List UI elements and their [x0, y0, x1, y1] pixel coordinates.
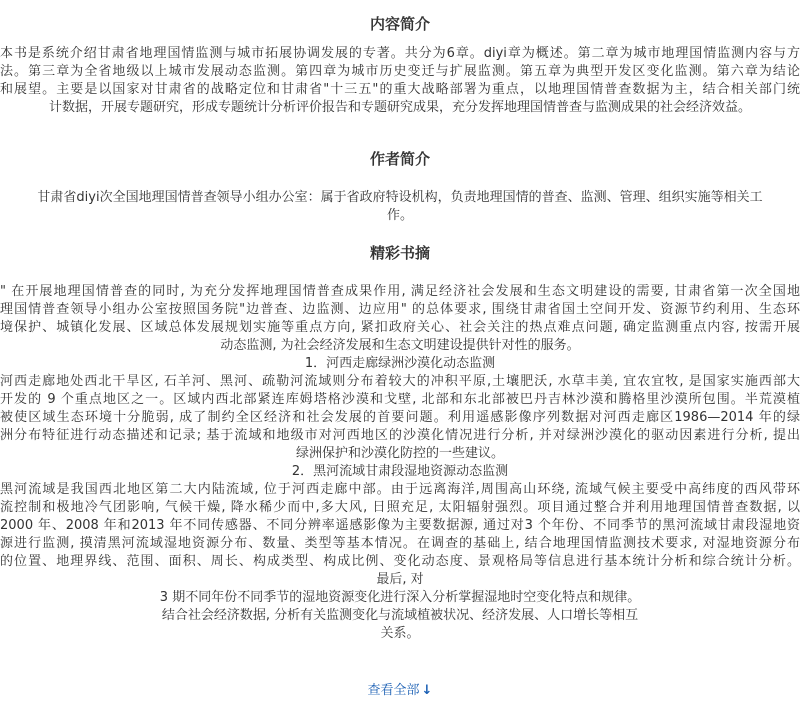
intro-line: 本书是系统介绍甘肃省地理国情监测与城市拓展协调发展的专著。共分为6章。diyi章为概述。第二章为城市地理国情监测内容与方 [0, 46, 800, 61]
view-all-link[interactable] [368, 683, 433, 698]
intro-line: 计数据，开展专题研究，形成专题统计分析评价报告和专题研究成果，充分发挥地理国情普查与监测成果的社会经济效益。 [48, 100, 751, 115]
excerpt-line: 源进行监测, 摸清黑河流域湿地资源分布、数量、类型等基本情况。在调查的基础上, 结合地理国情监测技术要求, 对湿地资源分布 [0, 536, 800, 551]
intro-line: 和展望。主要是以国家对甘肃省的战略定位和甘肃省"十三五"的重大战略部署为重点，以地理国情普查数据为主，结合相关部门统 [0, 82, 800, 97]
view-all-label: 查看全部 [367, 683, 420, 698]
excerpt-line: 结合社会经济数据, 分析有关监测变化与流域植被状况、经济发展、人口增长等相互 [161, 608, 639, 623]
arrow-down-icon: ↓ [421, 683, 433, 698]
author-line: 作。 [386, 208, 413, 223]
excerpt-line: 境保护、城镇化发展、区域总体发展规划实施等重点方向, 紧扣政府关心、社会关注的热点难点问题, 确定监测重点内容, 按需开展 [0, 320, 800, 335]
author-section [0, 149, 800, 169]
excerpt-line: 最后, 对 [376, 572, 424, 587]
intro-body [0, 45, 800, 117]
excerpt-line: 的位置、地理界线、范围、面积、周长、构成类型、构成比例、变化动态度、景观格局等信息进行基本统计分析和综合统计分析。 [0, 554, 800, 569]
excerpt-line: 流控制和极地冷气团影响, 气候干燥, 降水稀少而中,多大风, 日照充足, 太阳辐射强烈。项目通过整合并利用地理国情普查数据, 以 [0, 500, 800, 515]
excerpt-section [0, 243, 800, 263]
author-title: 作者简介 [369, 150, 430, 168]
excerpt-subheading: 1．河西走廊绿洲沙漠化动态监测 [304, 356, 496, 371]
excerpt-line: 被使区域生态环境十分脆弱, 成了制约全区经济和社会发展的首要问题。利用遥感影像序列数据对河西走廊区1986—2014 年的绿 [0, 410, 800, 425]
excerpt-title: 精彩书摘 [369, 244, 430, 262]
author-line: 甘肃省diyi次全国地理国情普查领导小组办公室：属于省政府特设机构，负责地理国情的普查、监测、管理、组织实施等相关工 [37, 190, 763, 205]
excerpt-line: 河西走廊地处西北干旱区, 石羊河、黑河、疏勒河流域则分布着较大的冲积平原,土壤肥沃, 水草丰美, 宜农宜牧, 是国家实施西部大 [0, 374, 800, 389]
excerpt-line: " 在开展地理国情普查的同时, 为充分发挥地理国情普查成果作用, 满足经济社会发展和生态文明建设的需要, 甘肃省第一次全国地 [0, 284, 800, 299]
excerpt-subheading: 2．黑河流域甘肃段湿地资源动态监测 [291, 464, 509, 479]
intro-title: 内容简介 [369, 15, 430, 33]
excerpt-line: 开发的 9 个重点地区之一。区域内西北部紧连库姆塔格沙漠和戈壁, 北部和东北部被巴丹吉林沙漠和腾格里沙漠所包围。半荒漠植 [0, 392, 800, 407]
excerpt-line: 3 期不同年份不同季节的湿地资源变化进行深入分析掌握湿地时空变化特点和规律。 [159, 590, 641, 605]
excerpt-line: 绿洲保护和沙漠化防控的一些建议。 [295, 446, 504, 461]
excerpt-line: 洲分布特征进行动态描述和记录; 基于流域和地级市对河西地区的沙漠化情况进行分析, 并对绿洲沙漠化的驱动因素进行分析, 提出 [0, 428, 800, 443]
excerpt-body [0, 283, 800, 643]
author-body [0, 189, 800, 225]
excerpt-line: 2000 年、2008 年和2013 年不同传感器、不同分辨率遥感影像为主要数据源, 通过对3 个年份、不同季节的黑河流域甘肃段湿地资 [0, 518, 800, 533]
view-all-container [0, 682, 800, 700]
excerpt-line: 关系。 [380, 626, 420, 641]
intro-line: 法。第三章为全省地级以上城市发展动态监测。第四章为城市历史变迁与扩展监测。第五章为典型开发区变化监测。第六章为结论 [0, 64, 800, 79]
excerpt-line: 动态监测, 为社会经济发展和生态文明建设提供针对性的服务。 [220, 338, 580, 353]
excerpt-line: 理国情普查领导小组办公室按照国务院"边普查、边监测、边应用" 的总体要求, 围绕甘肃省国土空间开发、资源节约利用、生态环 [0, 302, 800, 317]
intro-section [0, 14, 800, 34]
excerpt-line: 黑河流域是我国西北地区第二大内陆流域, 位于河西走廊中部。由于远离海洋,周围高山环绕, 流域气候主要受中高纬度的西风带环 [0, 482, 800, 497]
